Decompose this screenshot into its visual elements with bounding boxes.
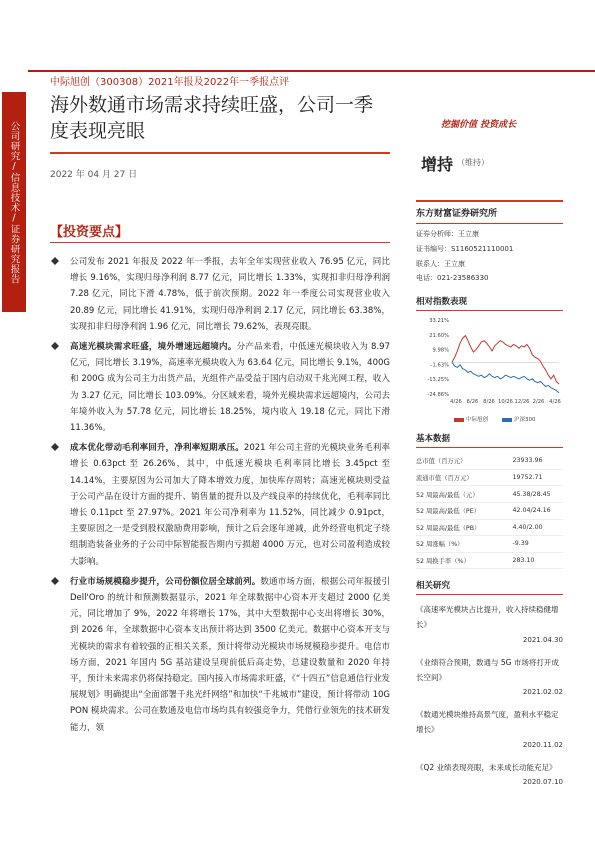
basic-data-row	[416, 536, 563, 553]
basic-data-label: 52 周涨幅（%）	[416, 536, 494, 553]
y-tick-label: -13.25%	[427, 377, 449, 384]
title-divider	[50, 152, 390, 154]
related-report-title: 《高速率光模块占比提升，收入持续稳健增长》	[416, 605, 559, 630]
bullet-text: 分产品来看，中低速光模块收入为 8.97 亿元，同比增长 3.19%，高速率光模块收入为 63.64 亿元，同比增长 9.1%，400G 和 200G 成为公司主力出货产品，光组件产品受益于国内启动双千兆光网工程，收入为 3.27 亿元，同比增长 103.09%。分区域来看，境外光模块需求远超境内，公司去年境外收入为 57.78 亿元，同比增长 18.25%，境内收入 19.18 亿元，同比下滑 11.36%。	[70, 342, 390, 434]
basic-data-label: 52 周最高/最低（元）	[416, 486, 494, 503]
bullet-lead: 行业市场规模稳步提升，公司份额位居全球前列。	[70, 576, 261, 587]
relative-index-chart	[416, 314, 563, 423]
basic-data-value: 45.38/28.45	[494, 486, 563, 503]
related-report[interactable]	[416, 656, 563, 700]
related-report-date: 2021.02.02	[522, 688, 563, 697]
x-tick-label: 10/26	[498, 399, 513, 406]
diamond-bullet-icon	[51, 443, 59, 451]
basic-data-label: 流通市值（百万元）	[416, 469, 494, 486]
related-report-title: 《Q2 业绩表现亮眼，未来成长动能充足》	[416, 762, 557, 772]
basic-data-value: 19752.71	[494, 469, 563, 486]
y-tick-label: 21.60%	[429, 332, 449, 339]
bullet-item	[50, 254, 390, 335]
rating: 增持	[421, 155, 454, 174]
contact-line: 联系人：王立康	[416, 259, 465, 268]
x-tick-label: 4/26	[450, 399, 462, 406]
diamond-bullet-icon	[51, 342, 59, 350]
rating-note: （维持）	[457, 158, 489, 167]
header-rule	[28, 70, 595, 72]
basic-data-value: -9.39	[494, 536, 563, 553]
cert-line: 证书编号：S1160521110001	[416, 244, 514, 253]
report-subtitle: 中际旭创（300308）2021年报及2022年一季报点评	[50, 77, 290, 88]
basic-data-table	[416, 453, 563, 569]
related-report-title: 《数通光模块维持高景气度，盈利水平稳定增长》	[416, 710, 559, 734]
report-date: 2022 年 04 月 27 日	[50, 170, 138, 180]
bullet-lead: 成本优化带动毛利率回升，净利率短期承压。	[70, 443, 244, 454]
brand-slogan: 挖掘价值 投资成长	[441, 120, 517, 130]
series-line-0	[452, 336, 559, 384]
institute-name: 东方财富证券研究所	[416, 200, 563, 224]
basic-data-value: 23933.96	[494, 453, 563, 469]
key-points-list	[50, 254, 390, 740]
related-report[interactable]	[416, 603, 563, 647]
basic-data-row	[416, 519, 563, 536]
diamond-bullet-icon	[51, 577, 59, 585]
report-category-bar: 公司研究/信息技术/证券研究报告	[2, 92, 26, 312]
basic-data-label: 52 周最高/最低（PB）	[416, 519, 494, 536]
key-points-title: 【投资要点】	[50, 225, 129, 240]
chart-svg	[416, 314, 563, 409]
x-tick-label: 2/26	[532, 399, 545, 406]
analyst-line: 证券分析师：王立康	[416, 230, 479, 238]
basic-data-value: 4.40/2.00	[494, 519, 563, 536]
legend-swatch	[502, 418, 512, 422]
x-tick-label: 4/26	[549, 399, 561, 406]
legend-label: 沪深300	[514, 417, 536, 424]
basic-data-label: 总市值（百万元）	[416, 453, 494, 469]
legend-item	[502, 415, 536, 423]
legend-label: 中际旭创	[466, 417, 489, 424]
y-tick-label: 33.21%	[429, 318, 449, 325]
related-research-list	[416, 603, 563, 790]
basic-data-label: 52 周换手率（%）	[416, 552, 494, 569]
basic-data-row	[416, 453, 563, 469]
report-title: 海外数通市场需求持续旺盛，公司一季度表现亮眼	[50, 94, 374, 142]
diamond-bullet-icon	[51, 257, 59, 265]
basic-data-label: 52 周最高/最低（PE）	[416, 502, 494, 519]
basic-data-row	[416, 552, 563, 569]
related-report-date: 2020.11.02	[522, 740, 563, 749]
y-tick-label: -24.86%	[427, 392, 449, 399]
x-tick-label: 6/26	[466, 399, 479, 406]
basic-data-row	[416, 502, 563, 519]
basic-data-value: 283.10	[494, 552, 563, 569]
bullet-text: 数通市场方面，根据公司年报援引 Dell'Oro 的统计和预测数据显示，2021 年全球数据中心资本开支超过 2000 亿美元，同比增加了 9%，2022 年将增长 17%，其中大型数据中心支出将增长 30%，到 2026 年，全球数据中心资本支出预计将达到 3500 亿美元。数据中心资本开支与光模块的需求有着较强的正相关关系，预计将带动光模块市场规模稳步提升。电信市场方面，2021 年国内 5G 基站建设呈现前低后高走势，总建设数量和 2020 年持平，预计未来需求仍将保持稳定。国内接入市场需求旺盛，《“十四五”信息通信行业发展规划》明确提出“全面部署千兆光纤网络”和加快“千兆城市”建设，预计将带动 10G PON 模块需求。公司在数通及电信市场均具有较强竞争力，凭借行业领先的技术研发能力，领	[70, 576, 390, 733]
related-report-date: 2021.04.30	[522, 635, 563, 644]
related-report[interactable]	[416, 761, 563, 791]
chart-title: 相对指数表现	[416, 295, 563, 311]
analyst-contact	[416, 227, 563, 286]
related-report-date: 2020.07.10	[522, 778, 563, 787]
bullet-item	[50, 339, 390, 436]
basic-data-row	[416, 469, 563, 486]
key-points-header	[50, 221, 390, 243]
related-report[interactable]	[416, 708, 563, 752]
basic-data-title: 基本数据	[416, 432, 563, 448]
x-tick-label: 8/26	[483, 399, 495, 406]
bullet-lead: 高速光模块需求旺盛，境外增速远超境内。	[70, 342, 237, 353]
bullet-item	[50, 574, 390, 736]
y-tick-label: 9.98%	[432, 347, 449, 354]
basic-data-value: 42.04/24.16	[494, 502, 563, 519]
bullet-text: 2021 年公司主营的光模块业务毛利率增长 0.63pct 至 26.26%，其中，中低速光模块毛利率同比增长 3.45pct 至 14.14%，主要原因为公司加大了降本增效力度，加快库存周转；高速光模块则受益于公司产品在设计方面的提升、销售量的提升以及产线良率的持续优化，毛利率同比增长 0.11pct 至 27.97%。2021 年公司净利率为 11.52%，同比减少 0.91pct，主要原因之一是受到股权激励费用影响，预计之后会逐年递减，此外经营电机定子绕组制造装备业务的子公司中际智能报告期内亏损超 4000 万元，也对公司盈利造成较大影响。	[70, 443, 390, 567]
related-research-title: 相关研究	[416, 579, 563, 595]
bullet-text: 公司发布 2021 年报及 2022 年一季报，去年全年实现营业收入 76.95 亿元，同比增长 9.16%，实现归母净利润 8.77 亿元，同比增长 1.33%，实现扣非归母净利润 7.28 亿元，同比下滑 4.78%，低于前次预期。2022 年一季度公司实现营业收入 20.89 亿元，同比增长 41.91%，实现归母净利润 2.17 亿元，同比增长 63.38%，实现扣非归母净利润 1.96 亿元，同比增长 79.62%，表现亮眼。	[70, 257, 390, 332]
chart-legend	[416, 415, 563, 423]
basic-data-row	[416, 486, 563, 503]
legend-swatch	[454, 418, 464, 422]
bullet-item	[50, 440, 390, 570]
x-tick-label: 12/26	[514, 399, 530, 406]
y-tick-label: -1.63%	[430, 362, 449, 369]
sidebar-panel	[416, 200, 563, 790]
related-report-title: 《业绩符合预期，数通与 5G 市场将打开成长空间》	[416, 657, 559, 682]
phone-line: 电话：021-23586330	[416, 274, 489, 283]
legend-item	[454, 415, 488, 423]
